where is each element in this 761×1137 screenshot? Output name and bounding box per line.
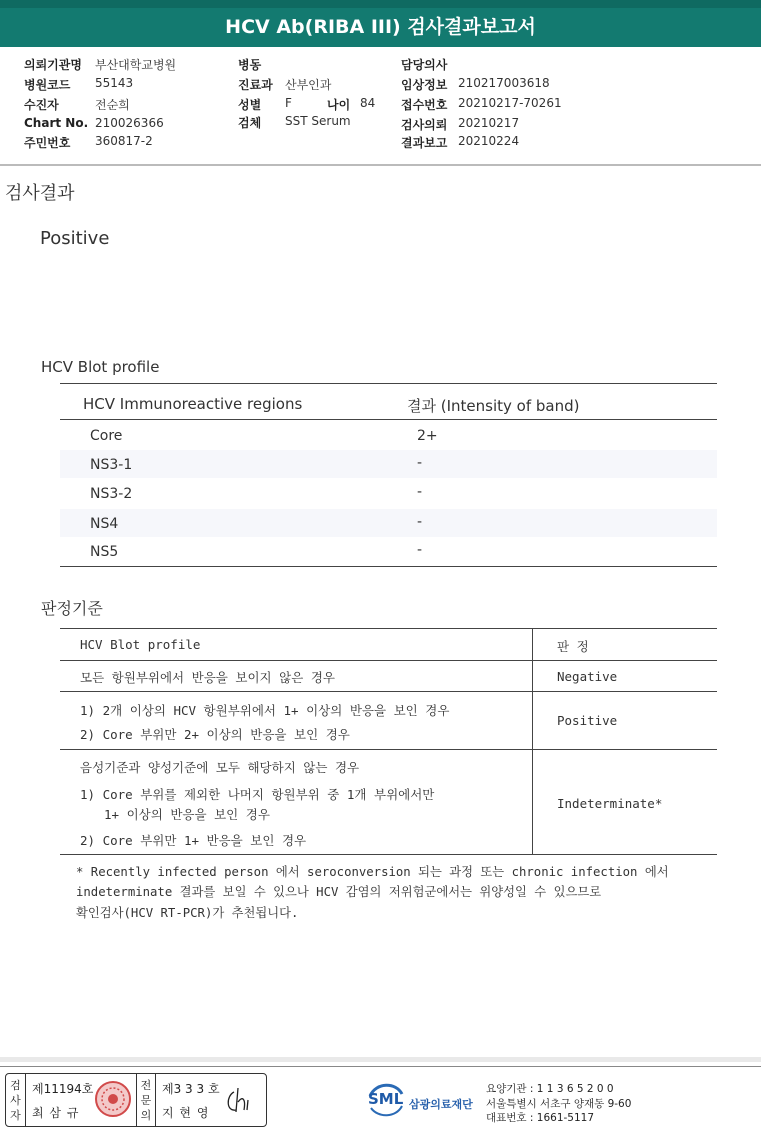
value-patient: 전순희 [95, 98, 130, 112]
blot-region-ns3-2: NS3-2 [90, 486, 133, 502]
signature-box [5, 1073, 267, 1127]
criteria-title: 판정기준 [41, 599, 103, 618]
label-ward: 병동 [238, 58, 262, 72]
label-resident-no: 주민번호 [24, 136, 71, 150]
label-chart-no: Chart No. [24, 116, 89, 130]
blot-result-ns5: - [417, 542, 423, 558]
criteria-col-divider [532, 628, 533, 854]
inspector-license: 제11194호 [32, 1082, 94, 1096]
blot-result-core: 2+ [417, 428, 438, 444]
label-sex: 성별 [238, 98, 262, 112]
result-section-title: 검사결과 [5, 183, 75, 204]
value-age: 84 [360, 96, 376, 110]
org-logo: SML [366, 1080, 406, 1120]
blot-col-region: HCV Immunoreactive regions [83, 395, 303, 413]
value-clinical-info: 210217003618 [458, 76, 550, 90]
blot-result-ns3-1: - [417, 455, 423, 471]
blot-title: HCV Blot profile [41, 358, 160, 376]
specialist-signature [224, 1084, 260, 1118]
criteria-positive-line2: 2) Core 부위만 2+ 이상의 반응을 보인 경우 [80, 727, 350, 742]
criteria-indeterminate-line2: 1) Core 부위를 제외한 나머지 항원부위 중 1개 부위에서만 [80, 787, 435, 802]
criteria-negative-judge: Negative [557, 669, 618, 684]
value-institution: 부산대학교병원 [95, 58, 177, 72]
label-clinical-info: 임상정보 [401, 78, 448, 92]
specialist-name: 지 현 영 [162, 1106, 210, 1120]
label-age: 나이 [327, 98, 351, 112]
criteria-col-judge: 판 정 [557, 639, 589, 654]
label-hospital-code: 병원코드 [24, 78, 71, 92]
criteria-rule [60, 691, 717, 692]
label-report-date: 결과보고 [401, 136, 448, 150]
inspector-name: 최 삼 규 [32, 1106, 80, 1120]
header-divider [0, 164, 761, 166]
blot-result-ns4: - [417, 514, 423, 530]
criteria-positive-judge: Positive [557, 713, 618, 728]
value-chart-no: 210026366 [95, 116, 164, 130]
value-report-date: 20210224 [458, 134, 520, 148]
inspector-label: 검사자 [6, 1074, 26, 1126]
value-sex: F [285, 96, 292, 110]
criteria-indeterminate-line3: 1+ 이상의 반응을 보인 경우 [104, 807, 270, 822]
specialist-label: 전문의 [136, 1074, 156, 1126]
header-info [0, 50, 761, 160]
criteria-note-line2: indeterminate 결과를 보일 수 있으나 HCV 감염의 저위험군에서는 위양성일 수 있으므로 [76, 885, 602, 899]
report-title: HCV Ab(RIBA III) 검사결과보고서 [0, 0, 761, 47]
value-resident-no: 360817-2 [95, 134, 153, 148]
value-request-date: 20210217 [458, 116, 520, 130]
label-institution: 의뢰기관명 [24, 58, 82, 72]
criteria-rule [60, 749, 717, 750]
criteria-indeterminate-line1: 음성기준과 양성기준에 모두 해당하지 않는 경우 [80, 760, 360, 775]
criteria-rule [60, 628, 717, 629]
org-info-code: 요양기관 : 1 1 3 6 5 2 0 0 [486, 1083, 614, 1095]
blot-col-result: 결과 (Intensity of band) [407, 397, 580, 415]
blot-result-ns3-2: - [417, 484, 423, 500]
criteria-col-profile: HCV Blot profile [80, 637, 201, 652]
criteria-rule [60, 660, 717, 661]
row-stripe [60, 450, 717, 478]
org-name: 삼광의료재단 [409, 1098, 473, 1111]
value-receipt-no: 20210217-70261 [458, 96, 562, 110]
blot-region-core: Core [90, 428, 123, 444]
inspector-seal-stamp [94, 1080, 132, 1118]
criteria-rule [60, 854, 717, 855]
label-patient: 수진자 [24, 98, 59, 112]
label-receipt-no: 접수번호 [401, 98, 448, 112]
footer-rule [0, 1066, 761, 1067]
org-info-phone: 대표번호 : 1661-5117 [486, 1112, 595, 1124]
blot-header-rule [60, 419, 717, 420]
value-hospital-code: 55143 [95, 76, 134, 90]
criteria-indeterminate-judge: Indeterminate* [557, 796, 663, 811]
blot-top-rule [60, 383, 717, 384]
blot-region-ns3-1: NS3-1 [90, 457, 133, 473]
criteria-negative-text: 모든 항원부위에서 반응을 보이지 않은 경우 [80, 670, 335, 685]
specialist-license: 제3 3 3 호 [162, 1082, 220, 1096]
footer-band [0, 1057, 761, 1062]
blot-bottom-rule [60, 566, 717, 567]
criteria-note-line1: * Recently infected person 에서 seroconversion 되는 과정 또는 chronic infection 에서 [76, 865, 669, 879]
org-info-address: 서울특별시 서초구 양재동 9-60 [486, 1098, 632, 1110]
blot-region-ns4: NS4 [90, 516, 119, 532]
label-doctor: 담당의사 [401, 58, 448, 72]
criteria-positive-line1: 1) 2개 이상의 HCV 항원부위에서 1+ 이상의 반응을 보인 경우 [80, 703, 450, 718]
label-request-date: 검사의뢰 [401, 118, 448, 132]
value-specimen: SST Serum [285, 114, 351, 128]
blot-region-ns5: NS5 [90, 544, 119, 560]
row-stripe [60, 509, 717, 537]
label-specimen: 검체 [238, 116, 262, 130]
criteria-note-line3: 확인검사(HCV RT-PCR)가 추천됩니다. [76, 906, 299, 920]
value-department: 산부인과 [285, 78, 332, 92]
result-value: Positive [40, 228, 110, 249]
label-department: 진료과 [238, 78, 273, 92]
criteria-indeterminate-line4: 2) Core 부위만 1+ 반응을 보인 경우 [80, 833, 307, 848]
